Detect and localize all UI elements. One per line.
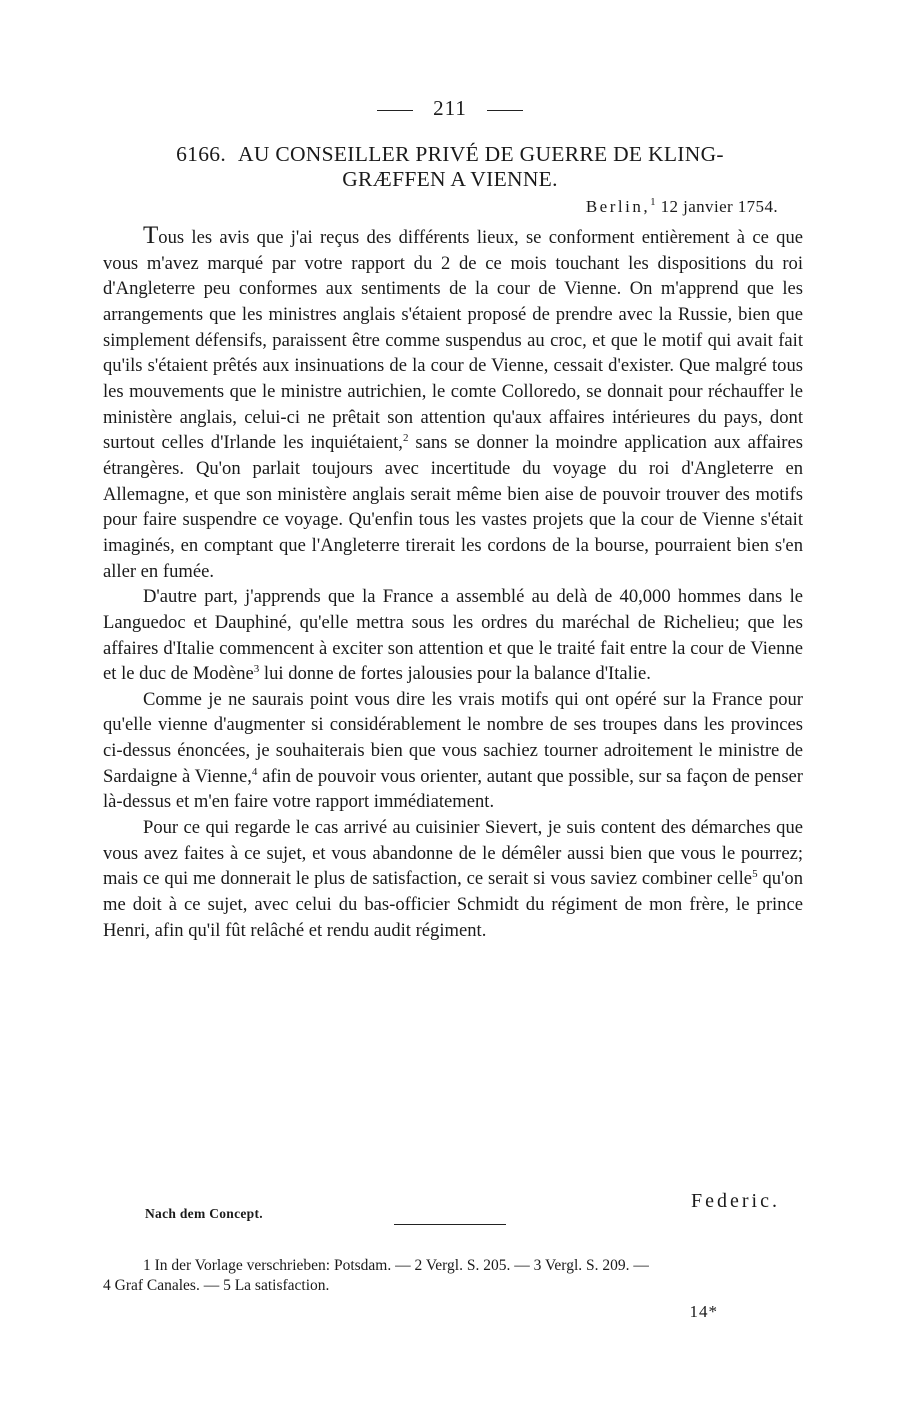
footnote-line-1: 1 In der Vorlage verschrieben: Potsdam. — 2 Vergl. S. 205. — 3 Vergl. S. 209. — [143, 1257, 649, 1274]
signature: Federic. [691, 1190, 780, 1212]
footnote-ref-2: 2 [402, 432, 409, 445]
paragraph-4 [103, 815, 803, 943]
footnote-ref-3: 3 [253, 663, 260, 676]
section-rule [394, 1224, 506, 1225]
paragraph-2 [103, 584, 803, 687]
paragraph-4-text: Pour ce qui regarde le cas arrivé au cuisinier Sievert, je suis content des démarches que vous avez faites à ce sujet, et vous abandonne de le démêler aussi bien que vous le pourrez; mais ce qui me donnerait le plus de satisfaction, ce serait si vous saviez combiner celle [103, 817, 803, 890]
page-header [0, 96, 900, 121]
title-line-1: AU CONSEILLER PRIVÉ DE GUERRE DE KLING- [238, 142, 724, 166]
paragraph-3 [103, 687, 803, 815]
paragraph-1-text-cont: sans se donner la moindre application aux affaires étrangères. Qu'on parlait toujours avec incertitude du voyage du roi d'Angleterre en Allemagne, et que son ministère anglais serait même bien aise de pouvoir trouver des motifs pour faire suspendre ce voyage. Qu'enfin tous les vastes projets que la cour de Vienne s'était imaginés, en comptant que l'Angleterre tirerait les cordons de la bourse, pourraient bien s'en aller en fumée. [103, 432, 803, 582]
source-note: Nach dem Concept. [145, 1206, 263, 1221]
footnote-ref-5: 5 [752, 868, 758, 881]
paragraph-4-text-cont: qu'on me doit à ce sujet, avec celui du bas-officier Schmidt du régiment de mon frère, le prince Henri, afin qu'il fût relâché et rendu audit régiment. [103, 868, 803, 941]
dateline [586, 197, 778, 217]
header-dash-left [377, 110, 413, 111]
paragraph-3-text: Comme je ne saurais point vous dire les vrais motifs qui ont opéré sur la France pour qu'elle vienne d'augmenter si considérablement le nombre de ses troupes dans les provinces ci-dessus énoncées, je souhaiterais bien que vous sachiez tourner adroitement le ministre de Sardaigne à Vienne, [103, 688, 803, 787]
footnotes [103, 1256, 808, 1296]
footnote-ref-1: 1 [650, 196, 656, 208]
page-number: 211 [433, 96, 467, 120]
initial-letter: T [143, 222, 159, 249]
footnote-ref-4: 4 [251, 765, 258, 778]
date: 12 janvier 1754. [660, 197, 778, 216]
paragraph-1-text: ous les avis que j'ai reçus des différents lieux, se conforment entièrement à ce que vous m'avez marqué par votre rapport du 2 de ce mois touchant les dispositions du roi d'Angleterre peu conformes aux sentiments de la cour de Vienne. On m'apprend que les arrangements que les ministres anglais s'étaient proposé de prendre avec la Russie, bien que simplement défensifs, paraissent être comme suspendus au croc, et que le motif qui avait fait qu'ils s'étaient prêtés aux insinuations de la cour de Vienne, cessait d'exister. Que malgré tous les mouvements que le ministre autrichien, le comte Colloredo, se donnait pour réchauffer le ministère anglais, celui-ci ne prêtait son attention qu'aux affaires intérieures du pays, dont surtout celles d'Irlande les inquiétaient, [103, 227, 803, 454]
letter-title [100, 142, 800, 192]
title-line-2: GRÆFFEN A VIENNE. [342, 167, 558, 191]
header-dash-right [487, 110, 523, 111]
letter-body [103, 223, 803, 943]
place: Berlin, [585, 197, 651, 216]
paragraph-2-text-cont: lui donne de fortes jalousies pour la balance d'Italie. [259, 663, 651, 685]
paragraph-3-text-cont: afin de pouvoir vous orienter, autant que possible, sur sa façon de penser là-dessus et m'en faire votre rapport immédiatement. [103, 765, 804, 813]
letter-number: 6166. [176, 142, 226, 166]
footnote-line-2: 4 Graf Canales. — 5 La satisfaction. [103, 1277, 330, 1294]
paragraph-1 [103, 223, 803, 584]
sheet-signature: 14* [689, 1302, 718, 1321]
paragraph-2-text: D'autre part, j'apprends que la France a assemblé au delà de 40,000 hommes dans le Languedoc et Dauphiné, qu'elle mettra sous les ordres du maréchal de Richelieu; que les affaires d'Italie commencent à exciter son attention et que le traité fait entre la cour de Vienne et le duc de Modène [103, 586, 803, 685]
